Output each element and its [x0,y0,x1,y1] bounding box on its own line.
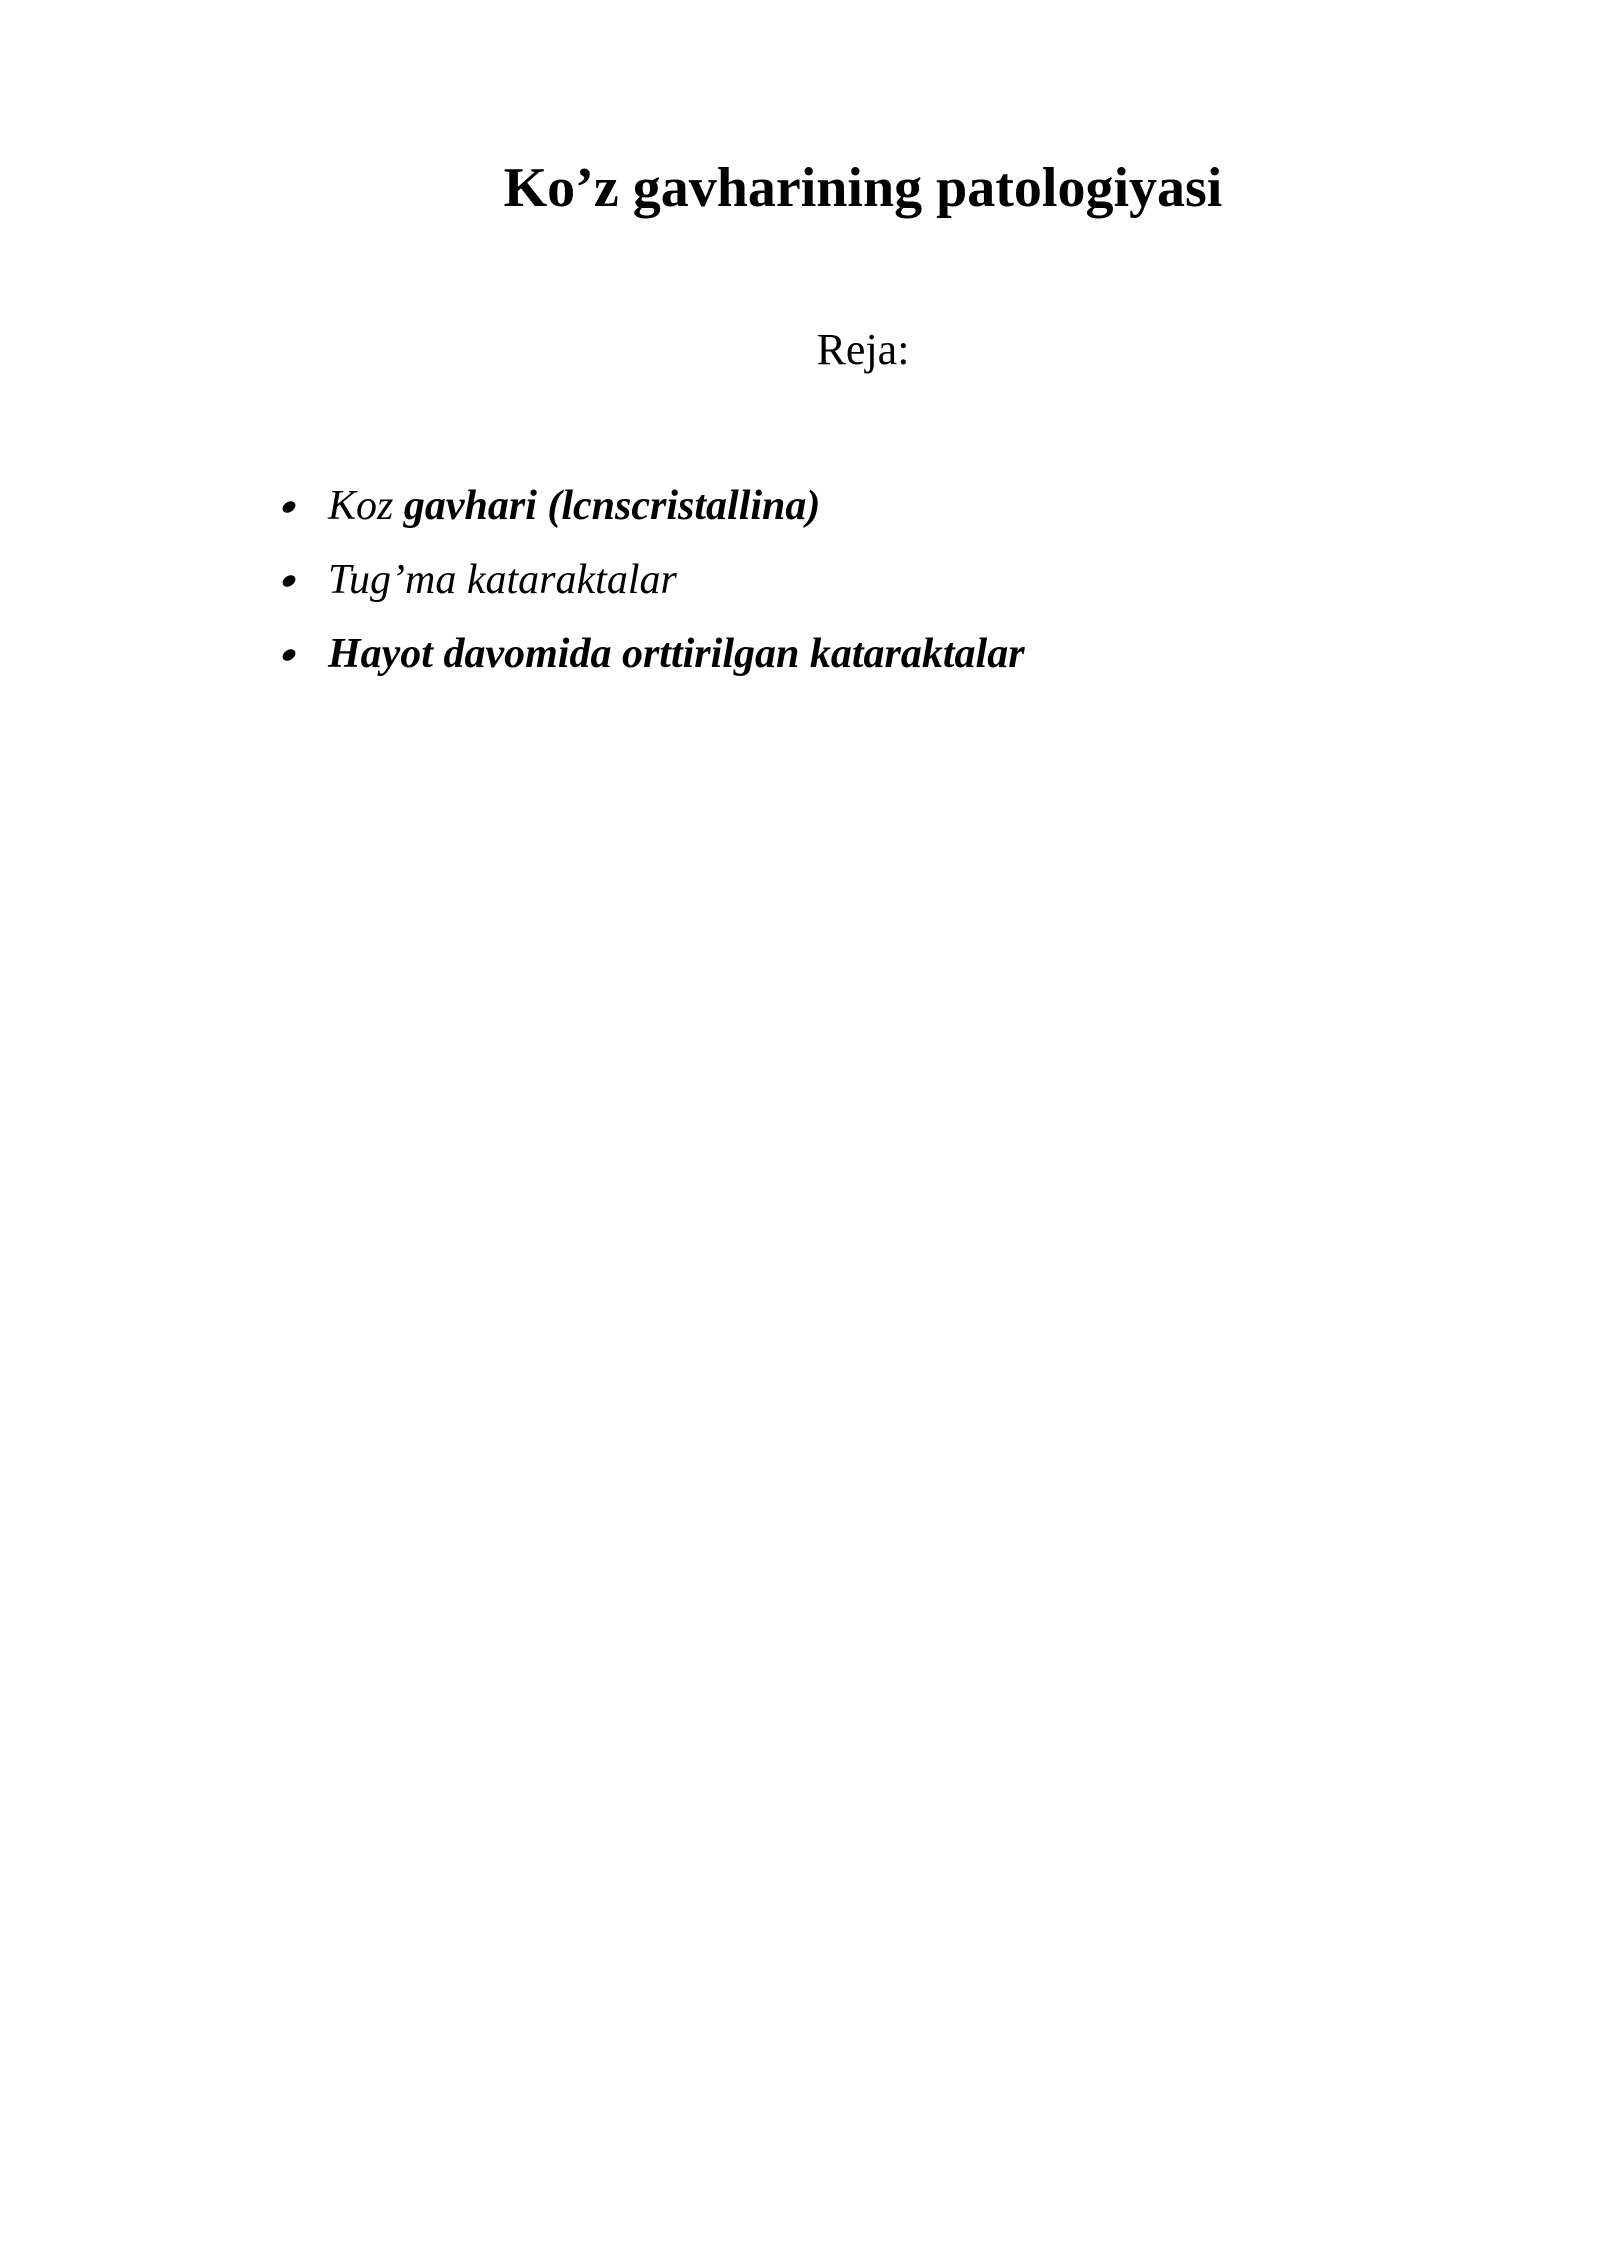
page-title: Ko’z gavharining patologiyasi [503,157,1223,219]
plan-item-text-part: Koz [328,483,404,529]
plan-item [282,550,1025,624]
bullet-icon [280,573,297,589]
plan-item [282,476,1025,550]
plan-item-text-part-bold: Hayot davomida orttirilgan kataraktalar [328,631,1025,677]
plan-item-text-part: Tug’ma kataraktalar [328,557,677,603]
plan-item-text-part-bold: gavhari (lcnscristallina) [403,483,821,529]
bullet-icon [280,647,297,663]
bullet-icon [280,499,297,515]
plan-heading: Reja: [816,325,910,374]
plan-item [282,624,1025,698]
plan-list [282,476,1025,698]
